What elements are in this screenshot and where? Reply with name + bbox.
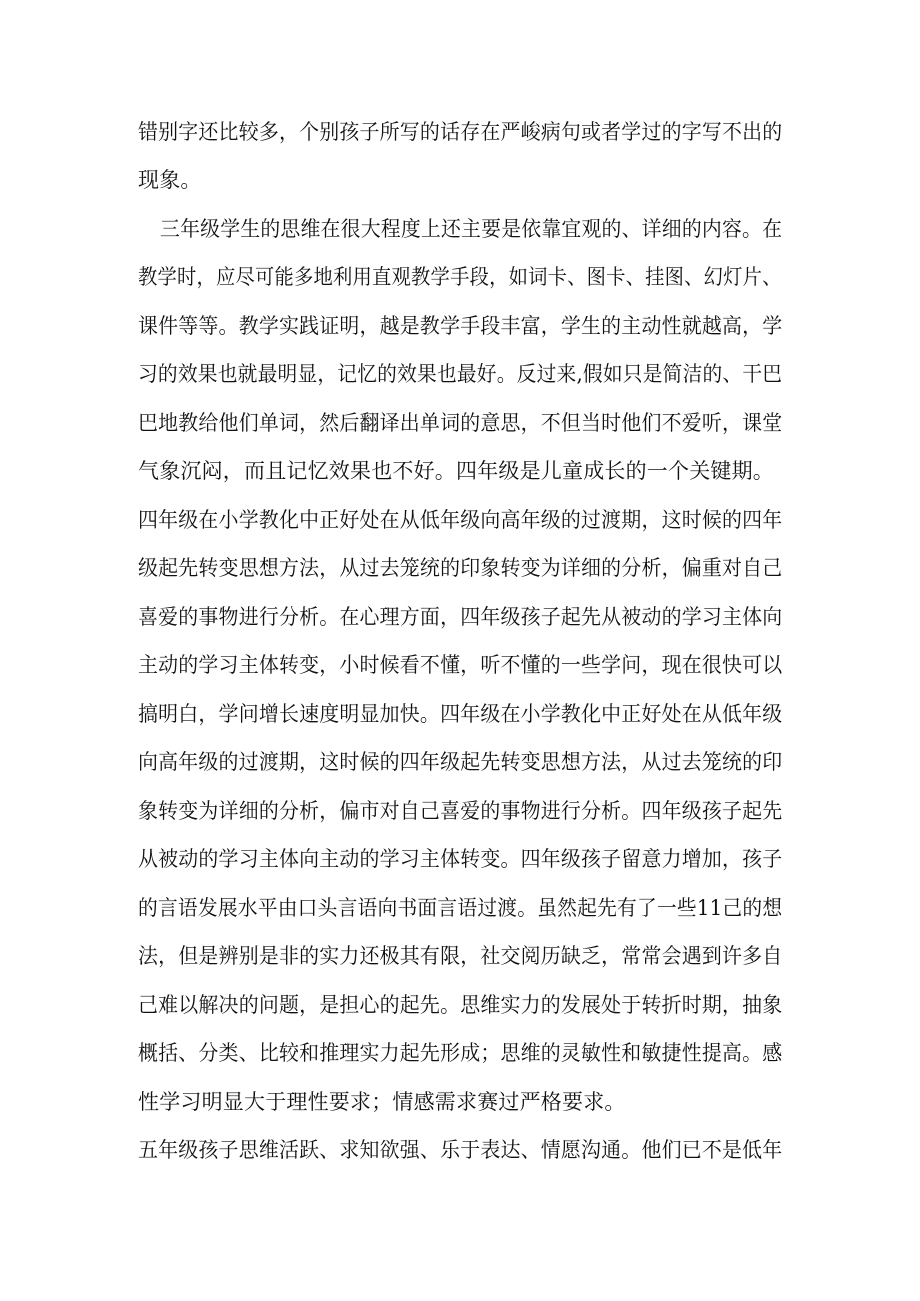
text-line: 五年级孩子思维活跃、求知欲强、乐于表达、情愿沟通。他们已不是低年 [138, 1138, 783, 1162]
text-line: 象转变为详细的分析，偏市对自己喜爱的事物进行分析。四年级孩子起先 [138, 799, 783, 823]
text-line: 三年级学生的思维在很大程度上还主要是依靠宜观的、详细的内容。在 [160, 217, 783, 241]
text-line: 级起先转变思想方法，从过去笼统的印象转变为详细的分析，偏重对自己 [138, 556, 783, 580]
text-line: 性学习明显大于理性要求；情感需求赛过严格要求。 [138, 1090, 626, 1114]
text-line: 喜爱的事物进行分析。在心理方面，四年级孩子起先从被动的学习主体向 [138, 605, 783, 629]
text-line: 巴地教给他们单词，然后翻译出单词的意思，不但当时他们不爱听，课堂 [138, 411, 783, 435]
text-line: 教学时，应尽可能多地利用直观教学手段，如词卡、图卡、挂图、幻灯片、 [138, 265, 782, 289]
text-line: 课件等等。教学实践证明，越是教学手段丰富，学生的主动性就越高，学 [138, 314, 783, 338]
text-line: 的言语发展水平由口头言语向书面言语过渡。虽然起先有了一些11己的想 [138, 896, 783, 920]
text-line: 法，但是辨别是非的实力还极其有限，社交阅历缺乏，常常会遇到许多自 [138, 944, 783, 968]
text-line: 习的效果也就最明显，记忆的效果也最好。反过来,假如只是简洁的、干巴 [138, 362, 783, 386]
text-line: 四年级在小学教化中正好处在从低年级向高年级的过渡期，这时候的四年 [138, 508, 783, 532]
text-line: 气象沉闷，而且记忆效果也不好。四年级是儿童成长的一个关键期。 [138, 459, 774, 483]
text-line: 主动的学习主体转变，小时候看不懂，听不懂的一些学问，现在很快可以 [138, 653, 783, 677]
text-line: 现象。 [138, 168, 202, 192]
text-line: 概括、分类、比较和推理实力起先形成；思维的灵敏性和敏捷性提高。感 [138, 1041, 783, 1065]
text-line: 己难以解决的问题，是担心的起先。思维实力的发展处于转折时期，抽象 [138, 993, 783, 1017]
text-line: 从被动的学习主体向主动的学习主体转变。四年级孩子留意力增加，孩子 [138, 847, 783, 871]
text-line: 错别字还比较多，个别孩子所写的话存在严峻病句或者学过的字写不出的 [138, 120, 783, 144]
text-line: 向高年级的过渡期，这时候的四年级起先转变思想方法，从过去笼统的印 [138, 750, 783, 774]
text-line: 搞明白，学问增长速度明显加快。四年级在小学教化中正好处在从低年级 [138, 702, 783, 726]
